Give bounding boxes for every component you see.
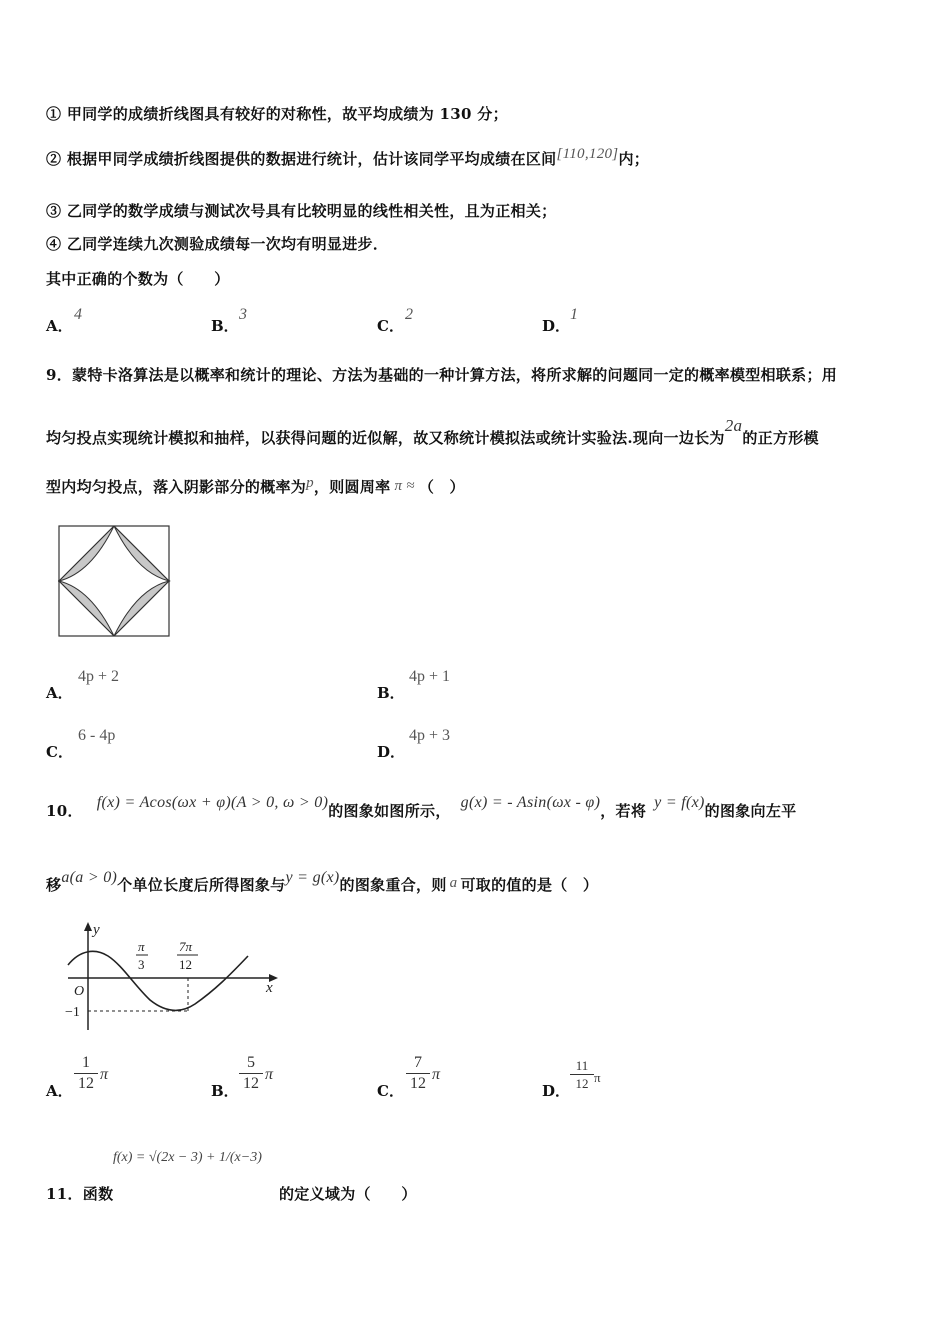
- q10-option-d-pi: π: [594, 1070, 601, 1085]
- q11-formula: f(x) = √(2x − 3) + 1/(x−3): [113, 1150, 262, 1165]
- q9-line-3: [46, 476, 465, 497]
- tick-2-numerator: 7π: [179, 939, 193, 954]
- q9-line-2-end: 的正方形模: [742, 429, 819, 447]
- q10-option-b-fraction: [239, 1054, 263, 1093]
- q10-text-1: 的图象如图所示，: [328, 802, 451, 820]
- q9-line-2-text: 均匀投点实现统计模拟和抽样，以获得问题的近似解，故又称统计模拟法或统计实验法.现向一边长为: [46, 429, 725, 447]
- q10-option-d-numerator: 11: [575, 1058, 589, 1073]
- q10-option-b-pi: π: [265, 1066, 274, 1083]
- q10-number: 10．: [46, 802, 83, 820]
- q8-option-a-label: A．: [46, 317, 73, 335]
- origin-label: O: [74, 984, 85, 999]
- q8-statement-4: ④ 乙同学连续九次测验成绩每一次均有明显进步．: [46, 235, 389, 253]
- q10-line-2-pre: 移: [46, 876, 62, 894]
- q10-line-2-post: 的图象重合，则: [339, 876, 447, 894]
- q9-line-3-end: （ ）: [418, 478, 465, 496]
- q8-interval: [110,120]: [556, 146, 619, 162]
- q9-option-b-label: B．: [377, 684, 405, 702]
- y-axis-arrow: [84, 922, 92, 931]
- q8-statement-2: [46, 148, 649, 169]
- q11-text: 的定义域为（ ）: [279, 1185, 417, 1203]
- q8-option-b-value: 3: [239, 306, 247, 323]
- q10-a-variable: a: [449, 875, 458, 891]
- q10-option-c-denominator: 12: [410, 1075, 426, 1092]
- curve: [68, 951, 248, 1010]
- q10-option-a-pi: π: [100, 1066, 109, 1083]
- q9-pi-approx: π ≈: [394, 478, 415, 494]
- q9-line-3-text: 型内均匀投点，落入阴影部分的概率为: [46, 478, 307, 496]
- y-axis-label: y: [93, 922, 100, 938]
- q10-f-expression: f(x) = Acos(ωx + φ)(A > 0, ω > 0): [96, 794, 329, 811]
- q8-statement-3: ③ 乙同学的数学成绩与测试次号具有比较明显的线性相关性，且为正相关；: [46, 202, 557, 220]
- tick-1-denominator: 3: [138, 957, 145, 972]
- q10-option-a-fraction: [74, 1054, 98, 1093]
- q9-option-d-label: D．: [377, 743, 406, 761]
- square-shaded-figure: [58, 525, 172, 639]
- cosine-graph: [50, 920, 282, 1032]
- q8-statement-2-text: ② 根据甲同学成绩折线图提供的数据进行统计，估计该同学平均成绩在区间: [46, 150, 557, 168]
- q10-a-expression: a(a > 0): [61, 869, 118, 886]
- q10-text-2: ，若将: [600, 802, 647, 820]
- q9-option-a-value: 4p + 2: [78, 668, 120, 685]
- q9-probability-p: p: [306, 475, 314, 491]
- q10-option-c-numerator: 7: [414, 1054, 422, 1071]
- q10-line-2-mid: 个单位长度后所得图象与: [117, 876, 286, 894]
- q9-option-a-label: A．: [46, 684, 73, 702]
- tick-1-numerator: π: [138, 939, 145, 954]
- q9-side-length: 2a: [724, 416, 743, 435]
- q10-option-a-denominator: 12: [78, 1075, 94, 1092]
- q8-question: 其中正确的个数为（ ）: [46, 270, 230, 288]
- q10-option-a-label: A．: [46, 1082, 73, 1100]
- q9-line-2: [46, 416, 819, 448]
- q8-option-c-value: 2: [405, 306, 413, 323]
- q10-option-d-fraction: [570, 1058, 594, 1091]
- q9-line-1: 9．蒙特卡洛算法是以概率和统计的理论、方法为基础的一种计算方法，将所求解的问题同一定的概率模型相联系；用: [46, 366, 838, 384]
- q10-line-2: [46, 869, 599, 895]
- tick-2-denominator: 12: [179, 957, 192, 972]
- q10-option-b-denominator: 12: [243, 1075, 259, 1092]
- q10-option-c-label: C．: [377, 1082, 404, 1100]
- q8-option-d-label: D．: [542, 317, 571, 335]
- q8-option-c-label: C．: [377, 317, 404, 335]
- q10-option-d-label: D．: [542, 1082, 571, 1100]
- q10-y-f-expression: y = f(x): [654, 794, 705, 811]
- q10-line-2-end: 可取的值的是（ ）: [460, 876, 599, 894]
- q10-text-3: 的图象向左平: [704, 802, 797, 820]
- q11-number: 11．函数: [46, 1185, 114, 1203]
- q10-option-c-pi: π: [432, 1066, 441, 1083]
- x-axis-label: x: [266, 980, 273, 996]
- q10-g-expression: g(x) = - Asin(ωx - φ): [460, 794, 601, 811]
- q10-option-d-denominator: 12: [575, 1076, 589, 1091]
- q9-option-c-value: 6 - 4p: [78, 727, 116, 744]
- q9-option-c-label: C．: [46, 743, 73, 761]
- q8-option-a-value: 4: [74, 306, 82, 323]
- q9-option-b-value: 4p + 1: [409, 668, 451, 685]
- q10-line-1: [46, 794, 797, 821]
- q10-option-a-numerator: 1: [82, 1054, 90, 1071]
- q10-y-g-expression: y = g(x): [285, 869, 340, 886]
- q10-option-b-label: B．: [211, 1082, 239, 1100]
- q9-line-3-mid: ，则圆周率: [313, 478, 391, 496]
- q10-option-b-numerator: 5: [247, 1054, 255, 1071]
- q9-option-d-value: 4p + 3: [409, 727, 451, 744]
- q8-statement-1: ① 甲同学的成绩折线图具有较好的对称性，故平均成绩为 130 分；: [46, 105, 508, 123]
- q8-option-b-label: B．: [211, 317, 239, 335]
- neg-one-label: −1: [65, 1005, 80, 1020]
- q8-statement-2-end: 内；: [618, 150, 650, 168]
- q8-option-d-value: 1: [570, 306, 578, 323]
- q10-option-c-fraction: [406, 1054, 430, 1093]
